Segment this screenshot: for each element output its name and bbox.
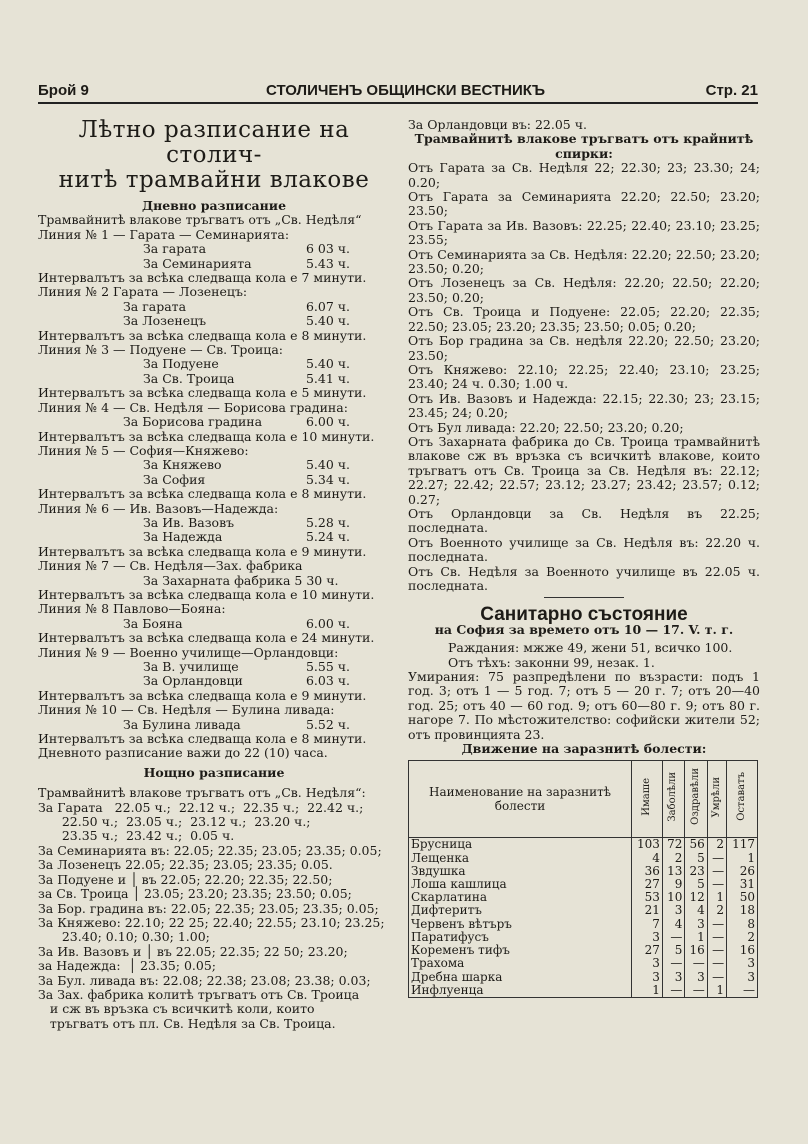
entry-time: 5.41 ч. bbox=[305, 370, 350, 386]
disease-value: 72 bbox=[662, 838, 684, 852]
article-title-1: Лѣтно разписание на столич- bbox=[78, 117, 350, 168]
table-row bbox=[409, 852, 758, 865]
disease-value: 5 bbox=[662, 944, 684, 957]
terminal-line: Отъ Св. Троица и Подуене: 22.05; 22.20; 22.35; 22.50; 23.05; 23.20; 23.35; 23.50; 0.05; 0.20; bbox=[408, 304, 760, 334]
night-line: За Семинарията въ: 22.05; 22.35; 23.05; 23.35; 0.05; bbox=[38, 842, 382, 858]
schedule-line: Линия № 4 — Св. Недѣля — Борисова градина: bbox=[38, 399, 348, 415]
disease-value: — bbox=[685, 957, 707, 970]
entry-destination: За Лозенецъ bbox=[123, 313, 207, 329]
terminal-line: Отъ Княжево: 22.10; 22.25; 22.40; 23.10; 23.25; 23.40; 24 ч. 0.30; 1.00 ч. bbox=[408, 361, 760, 392]
terminal-line: Отъ Гарата за Св. Недѣля 22; 22.30; 23; 23.30; 24; 0.20; bbox=[408, 160, 760, 190]
page-header bbox=[38, 82, 758, 104]
night-line: За Подуене и │ въ 22.05; 22.20; 22.35; 22.50; bbox=[38, 871, 333, 887]
deaths: Умирания: 75 разпредѣлени по възрасти: подъ 1 год. 3; отъ 1 — 5 год. 7; отъ 5 — 20 г. 7; отъ 20—40 год. 25; отъ 40 — 60 год. 9; отъ 60—80 г. 9; отъ 80 г. нагоре 7. По мѣстожителство: софийски жители 52; отъ провинцията 23. bbox=[408, 669, 760, 742]
disease-value: — bbox=[662, 984, 684, 998]
disease-value: — bbox=[707, 918, 726, 931]
terminal-line: Отъ Бор градина за Св. недѣля 22.20; 22.50; 23.20; 23.50; bbox=[408, 333, 760, 363]
disease-value: 2 bbox=[727, 931, 758, 944]
disease-col-label: Оставатъ bbox=[735, 772, 747, 822]
terminal-line: Отъ Орландовци за Св. Недѣля въ 22.25; последната. bbox=[408, 505, 760, 536]
entry-time: 6 03 ч. bbox=[305, 241, 350, 257]
entry-destination: За Захарната фабрика 5 30 ч. bbox=[143, 572, 339, 588]
disease-name: Дребна шарка bbox=[409, 971, 632, 984]
movement-heading: Движение на заразнитѣ болести: bbox=[461, 741, 707, 757]
terminal-line: Отъ Семинарията за Св. Недѣля: 22.20; 22.50; 23.20; 23.50; 0.20; bbox=[408, 246, 760, 277]
disease-col-label: Имаше bbox=[640, 777, 652, 816]
entry-destination: За София bbox=[143, 471, 206, 487]
day-intro: Трамвайнитѣ влакове тръгватъ отъ „Св. Недѣля“ bbox=[38, 212, 362, 228]
entry-time: 5.52 ч. bbox=[305, 716, 350, 732]
disease-table bbox=[408, 760, 758, 997]
schedule-line: Линия № 5 — София—Княжево: bbox=[38, 442, 249, 458]
entry-destination: За гарата bbox=[123, 298, 187, 314]
disease-name: Брусница bbox=[409, 838, 632, 852]
terminal-line: Отъ Военното училище за Св. Недѣля въ: 22.20 ч. последната. bbox=[408, 534, 760, 565]
disease-value: 3 bbox=[685, 971, 707, 984]
night-line: За Лозенецъ 22.05; 22.35; 23.05; 23.35; 0.05. bbox=[38, 857, 333, 873]
disease-value: 3 bbox=[632, 971, 663, 984]
table-row bbox=[409, 957, 758, 970]
schedule-line: Линия № 6 — Ив. Вазовъ—Надежда: bbox=[38, 500, 279, 516]
disease-value: 2 bbox=[662, 852, 684, 865]
night-line: за Св. Троица │ 23.05; 23.20; 23.35; 23.50; 0.05; bbox=[38, 886, 352, 902]
entry-destination: За Борисова градина bbox=[123, 414, 263, 430]
disease-value: 1 bbox=[632, 984, 663, 998]
schedule-entry bbox=[38, 415, 390, 429]
disease-value: 4 bbox=[685, 904, 707, 917]
schedule-line: Линия № 10 — Св. Недѣля — Булина ливада: bbox=[38, 702, 335, 718]
disease-value: 27 bbox=[632, 878, 663, 891]
disease-col-header bbox=[662, 761, 684, 838]
schedule-line: Интервалътъ за всѣка следваща кола е 9 минути. bbox=[38, 687, 367, 703]
disease-table-header bbox=[409, 761, 758, 838]
schedule-entry bbox=[38, 372, 390, 386]
entry-time: 6.00 ч. bbox=[305, 615, 350, 631]
disease-name: Лоша кашлица bbox=[409, 878, 632, 891]
terminal-line: Отъ Ив. Вазовъ и Надежда: 22.15; 22.30; 23; 23.15; 23.45; 24; 0.20; bbox=[408, 390, 760, 421]
schedule-entry bbox=[38, 473, 390, 487]
sanitary-title: Санитарно състояние bbox=[480, 604, 688, 626]
entry-time: 5.55 ч. bbox=[305, 659, 350, 674]
disease-value: 12 bbox=[685, 891, 707, 904]
schedule-entry bbox=[38, 257, 390, 271]
table-row bbox=[409, 918, 758, 931]
disease-name: Трахома bbox=[409, 957, 632, 970]
disease-value: — bbox=[727, 984, 758, 998]
schedule-entry bbox=[38, 617, 390, 631]
disease-name-header: Наименование на заразнитѣ болести bbox=[409, 761, 632, 838]
disease-value: 56 bbox=[685, 838, 707, 852]
night-line: За Гарата 22.05 ч.; 22.12 ч.; 22.35 ч.; 22.42 ч.; bbox=[38, 799, 364, 815]
of-them: Отъ тѣхъ: законни 99, незак. 1. bbox=[448, 654, 655, 670]
entry-time: 6.07 ч. bbox=[305, 298, 350, 314]
right-column bbox=[408, 118, 760, 998]
table-row bbox=[409, 984, 758, 998]
schedule-line: Линия № 3 — Подуене — Св. Троица: bbox=[38, 342, 283, 358]
night-line: за Надежда: │ 23.35; 0.05; bbox=[38, 958, 217, 974]
night-line: 23.35 ч.; 23.42 ч.; 0.05 ч. bbox=[38, 828, 235, 844]
disease-value: 13 bbox=[662, 865, 684, 878]
disease-value: 3 bbox=[662, 971, 684, 984]
terminal-line: Отъ Гарата за Семинарията 22.20; 22.50; 23.20; 23.50; bbox=[408, 189, 760, 219]
entry-time: 5.24 ч. bbox=[305, 529, 350, 545]
schedule-line: Линия № 8 Павлово—Бояна: bbox=[38, 601, 226, 617]
entry-destination: За Св. Троица bbox=[143, 370, 235, 386]
disease-value: 23 bbox=[685, 865, 707, 878]
disease-value: 1 bbox=[707, 891, 726, 904]
divider bbox=[544, 597, 624, 598]
entry-destination: За Подуене bbox=[143, 356, 219, 372]
schedule-line: Линия № 7 — Св. Недѣля—Зах. фабрика bbox=[38, 558, 303, 574]
schedule-line: Интервалътъ за всѣка следваща кола е 7 минути. bbox=[38, 270, 367, 286]
entry-destination: За Семинарията bbox=[143, 255, 252, 271]
disease-col-label: Умрѣли bbox=[710, 776, 722, 817]
schedule-entry bbox=[38, 516, 390, 530]
schedule-line: Линия № 1 — Гарата — Семинарията: bbox=[38, 226, 290, 242]
disease-value: — bbox=[707, 865, 726, 878]
disease-col-header bbox=[685, 761, 707, 838]
disease-value: 3 bbox=[632, 957, 663, 970]
night-intro: Трамвайнитѣ влакове тръгватъ отъ „Св. Недѣля“: bbox=[38, 785, 366, 801]
night-line: За Княжево: 22.10; 22 25; 22.40; 22.55; 23.10; 23.25; bbox=[38, 914, 385, 930]
terminal-line: Отъ Бул ливада: 22.20; 22.50; 23.20; 0.20; bbox=[408, 419, 684, 435]
night-line: и сж въ връзка съ всичкитѣ коли, които bbox=[38, 1001, 315, 1017]
entry-time: 5.28 ч. bbox=[305, 514, 350, 530]
entry-destination: За гарата bbox=[143, 241, 207, 257]
schedule-line: Интервалътъ за всѣка следваща кола е 8 минути. bbox=[38, 327, 367, 343]
disease-name: Скарлатина bbox=[409, 891, 632, 904]
sanitary-subtitle: на София за времето отъ 10 — 17. V. т. г. bbox=[434, 621, 734, 637]
disease-value: 27 bbox=[632, 944, 663, 957]
schedule-line: Линия № 2 Гарата — Лозенецъ: bbox=[38, 284, 248, 300]
disease-name: Паратифусъ bbox=[409, 931, 632, 944]
disease-name: Дифтеритъ bbox=[409, 904, 632, 917]
issue-number: Брой 9 bbox=[38, 82, 89, 99]
disease-name: Звдушка bbox=[409, 865, 632, 878]
night-line: тръгватъ отъ пл. Св. Недѣля за Св. Троица. bbox=[38, 1015, 336, 1031]
schedule-line: Интервалътъ за всѣка следваща кола е 8 минути. bbox=[38, 486, 367, 502]
schedule-line: Интервалътъ за всѣка следваща кола е 9 минути. bbox=[38, 543, 367, 559]
disease-value: 16 bbox=[685, 944, 707, 957]
disease-value: 10 bbox=[662, 891, 684, 904]
disease-value: — bbox=[707, 878, 726, 891]
day-schedule-heading: Дневно разписание bbox=[141, 198, 287, 213]
disease-value: 4 bbox=[662, 918, 684, 931]
disease-value: 5 bbox=[685, 878, 707, 891]
schedule-line: Линия № 9 — Военно училище—Орландовци: bbox=[38, 644, 339, 660]
entry-time: 6.03 ч. bbox=[305, 673, 350, 689]
schedule-line: Дневното разписание важи до 22 (10) часа. bbox=[38, 745, 328, 761]
disease-value: 31 bbox=[727, 878, 758, 891]
schedule-entry bbox=[38, 242, 390, 256]
disease-value: 4 bbox=[632, 852, 663, 865]
disease-value: 36 bbox=[632, 865, 663, 878]
entry-destination: За Бояна bbox=[123, 615, 183, 631]
schedule-entry bbox=[38, 718, 390, 732]
day-schedule-lines bbox=[38, 228, 390, 761]
schedule-line: Интервалътъ за всѣка следваща кола е 8 минути. bbox=[38, 731, 367, 747]
schedule-entry bbox=[38, 530, 390, 544]
terminal-line: Отъ Лозенецъ за Св. Недѣля: 22.20; 22.50; 22.20; 23.50; 0.20; bbox=[408, 275, 760, 305]
night-line: 22.50 ч.; 23.05 ч.; 23.12 ч.; 23.20 ч.; bbox=[38, 814, 311, 830]
disease-value: 3 bbox=[727, 971, 758, 984]
disease-value: 53 bbox=[632, 891, 663, 904]
disease-value: 1 bbox=[727, 852, 758, 865]
entry-destination: За Булина ливада bbox=[123, 716, 241, 732]
terminal-lines bbox=[408, 161, 760, 593]
entry-time: 5.40 ч. bbox=[305, 457, 350, 473]
disease-col-label: Заболѣли bbox=[667, 771, 679, 822]
terminal-line: Отъ Св. Недѣля за Военното училище въ 22.05 ч. последната. bbox=[408, 563, 760, 593]
disease-name: Коременъ тифъ bbox=[409, 944, 632, 957]
disease-value: 1 bbox=[707, 984, 726, 998]
orlandovtsi-line: За Орландовци въ: 22.05 ч. bbox=[408, 117, 587, 132]
night-line: За Бул. ливада въ: 22.08; 22.38; 23.08; 23.38; 0.03; bbox=[38, 972, 371, 988]
schedule-line: Интервалътъ за всѣка следваща кола е 24 минути. bbox=[38, 630, 375, 646]
schedule-entry bbox=[38, 458, 390, 472]
page-number: Стр. 21 bbox=[705, 82, 758, 99]
disease-value: — bbox=[707, 971, 726, 984]
schedule-entry bbox=[38, 660, 390, 674]
disease-value: 2 bbox=[707, 904, 726, 917]
table-row bbox=[409, 904, 758, 917]
night-line: За Зах. фабрика колитѣ тръгватъ отъ Св. Троица bbox=[38, 986, 360, 1002]
disease-value: 3 bbox=[685, 918, 707, 931]
night-line: За Бор. градина въ: 22.05; 22.35; 23.05; 23.35; 0.05; bbox=[38, 900, 379, 916]
entry-time: 6.00 ч. bbox=[305, 414, 350, 430]
schedule-line: Интервалътъ за всѣка следваща кола е 10 минути. bbox=[38, 586, 375, 602]
disease-value: — bbox=[685, 984, 707, 998]
table-row bbox=[409, 971, 758, 984]
entry-destination: За Княжево bbox=[143, 457, 222, 473]
left-column bbox=[38, 118, 390, 1031]
disease-value: — bbox=[707, 944, 726, 957]
schedule-entry bbox=[38, 300, 390, 314]
disease-value: — bbox=[707, 931, 726, 944]
terminal-line: Отъ Гарата за Ив. Вазовъ: 22.25; 22.40; 23.10; 23.25; 23.55; bbox=[408, 217, 760, 248]
disease-value: 103 bbox=[632, 838, 663, 852]
disease-value: 26 bbox=[727, 865, 758, 878]
disease-col-label: Оздравѣли bbox=[689, 768, 701, 826]
disease-value: 3 bbox=[727, 957, 758, 970]
disease-value: 8 bbox=[727, 918, 758, 931]
schedule-entry bbox=[38, 314, 390, 328]
schedule-entry bbox=[38, 357, 390, 371]
night-schedule-lines bbox=[38, 801, 390, 1032]
disease-value: 117 bbox=[727, 838, 758, 852]
disease-value: 18 bbox=[727, 904, 758, 917]
entry-time: 5.40 ч. bbox=[305, 313, 350, 329]
disease-value: 7 bbox=[632, 918, 663, 931]
entry-time: 5.34 ч. bbox=[305, 471, 350, 487]
births: Раждания: мжже 49, жени 51, всичко 100. bbox=[448, 640, 733, 656]
table-row bbox=[409, 838, 758, 852]
disease-col-header bbox=[727, 761, 758, 838]
disease-value: 2 bbox=[707, 838, 726, 852]
disease-value: — bbox=[707, 957, 726, 970]
disease-col-header bbox=[707, 761, 726, 838]
entry-destination: За Надежда bbox=[143, 529, 223, 545]
newspaper-title: СТОЛИЧЕНЪ ОБЩИНСКИ ВЕСТНИКЪ bbox=[266, 82, 545, 99]
disease-value: 9 bbox=[662, 878, 684, 891]
disease-value: — bbox=[662, 931, 684, 944]
entry-time: 5.40 ч. bbox=[305, 356, 350, 372]
disease-value: — bbox=[662, 957, 684, 970]
terminal-heading: Трамвайнитѣ влакове тръгватъ отъ крайнитѣ спирки: bbox=[414, 131, 754, 161]
disease-value: 50 bbox=[727, 891, 758, 904]
schedule-line: Интервалътъ за всѣка следваща кола е 5 минути. bbox=[38, 385, 367, 401]
entry-destination: За Ив. Вазовъ bbox=[143, 514, 235, 530]
night-line: 23.40; 0.10; 0.30; 1.00; bbox=[38, 929, 210, 945]
disease-name: Лещенка bbox=[409, 852, 632, 865]
disease-value: 21 bbox=[632, 904, 663, 917]
night-line: За Ив. Вазовъ и │ въ 22.05; 22.35; 22 50; 23.20; bbox=[38, 943, 348, 959]
night-schedule-heading: Нощно разписание bbox=[143, 764, 285, 780]
terminal-line: Отъ Захарната фабрика до Св. Троица трамвайнитѣ влакове сж въ връзка съ всичкитѣ влакове, които тръгватъ отъ Св. Троица за Св. Недѣля въ: 22.12; 22.27; 22.42; 22.57; 23.12; 23.27; 23.42; 23.57; 0.12; 0.27; bbox=[408, 433, 760, 507]
disease-value: 16 bbox=[727, 944, 758, 957]
entry-destination: За Орландовци bbox=[143, 673, 243, 689]
disease-value: — bbox=[707, 852, 726, 865]
disease-value: 3 bbox=[662, 904, 684, 917]
schedule-entry bbox=[38, 674, 390, 688]
article-title-2: нитѣ трамвайни влакове bbox=[58, 167, 370, 193]
disease-value: 3 bbox=[632, 931, 663, 944]
schedule-line: Интервалътъ за всѣка следваща кола е 10 минути. bbox=[38, 428, 375, 444]
entry-time: 5.43 ч. bbox=[305, 255, 350, 271]
disease-name: Инфлуенца bbox=[409, 984, 632, 998]
disease-col-header bbox=[632, 761, 663, 838]
disease-value: 1 bbox=[685, 931, 707, 944]
disease-name: Червенъ вѣтъръ bbox=[409, 918, 632, 931]
entry-destination: За В. училище bbox=[143, 659, 239, 674]
disease-value: 5 bbox=[685, 852, 707, 865]
schedule-entry bbox=[38, 574, 390, 588]
